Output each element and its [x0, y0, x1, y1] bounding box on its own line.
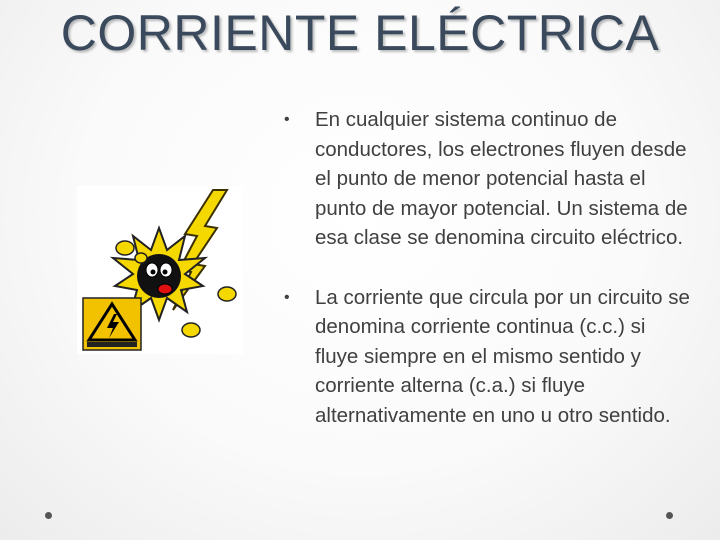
- glove-icon: [135, 253, 147, 263]
- bullet-item: [282, 105, 692, 253]
- glove-icon: [218, 287, 236, 301]
- corner-dot-right: [666, 512, 673, 519]
- bullet-text: En cualquier sistema continuo de conductores, los electrones fluyen desde el punto de menor potencial hasta el punto de mayor potencial. Un sistema de esa clase se denomina circuito eléctrico.: [315, 108, 688, 249]
- bullet-marker: •: [284, 288, 290, 306]
- slide-title: CORRIENTE ELÉCTRICA: [60, 5, 660, 61]
- bullet-list: [282, 105, 692, 460]
- electric-shock-illustration: [77, 186, 243, 354]
- glove-icon: [116, 241, 134, 255]
- glove-icon: [182, 323, 200, 337]
- bullet-text: La corriente que circula por un circuito se denomina corriente continua (c.c.) si fluye siempre en el mismo sentido y corriente alterna (c.a.) si fluye alternativamente en uno u otro sentido.: [315, 285, 690, 427]
- electric-shock-clipart: [77, 186, 243, 354]
- bullet-marker: •: [284, 111, 290, 128]
- bullet-item: [282, 283, 692, 431]
- mouth-icon: [158, 284, 172, 294]
- corner-dot-left: [45, 512, 52, 519]
- high-voltage-warning-icon: [83, 298, 141, 350]
